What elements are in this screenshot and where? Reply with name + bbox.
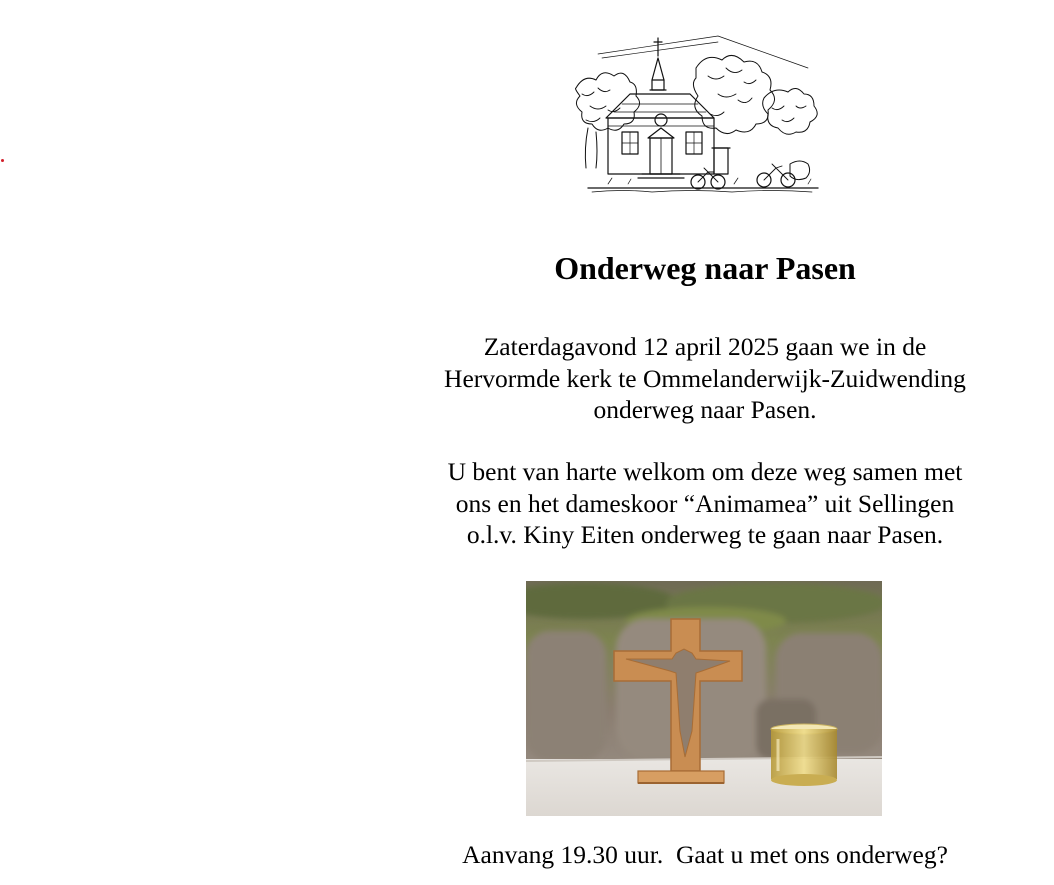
welcome-line: o.l.v. Kiny Eiten onderweg te gaan naar Pasen. xyxy=(466,520,944,549)
intro-paragraph xyxy=(400,331,1010,426)
welcome-line: ons en het dameskoor “Animamea” uit Sellingen xyxy=(455,488,955,518)
page-title: Onderweg naar Pasen xyxy=(554,250,856,286)
intro-line: Zaterdagavond 12 april 2025 gaan we in de xyxy=(483,332,927,361)
welcome-line: U bent van harte welkom om deze weg samen met xyxy=(447,457,963,486)
start-time-footer: Aanvang 19.30 uur. Gaat u met ons onderweg? xyxy=(462,840,948,869)
red-dot-mark xyxy=(1,159,4,162)
church-illustration xyxy=(568,28,840,204)
intro-line: Hervormde kerk te Ommelanderwijk-Zuidwending xyxy=(444,363,966,393)
welcome-paragraph xyxy=(400,456,1010,551)
intro-line: onderweg naar Pasen. xyxy=(593,395,817,424)
cross-candle-photo xyxy=(526,581,882,816)
